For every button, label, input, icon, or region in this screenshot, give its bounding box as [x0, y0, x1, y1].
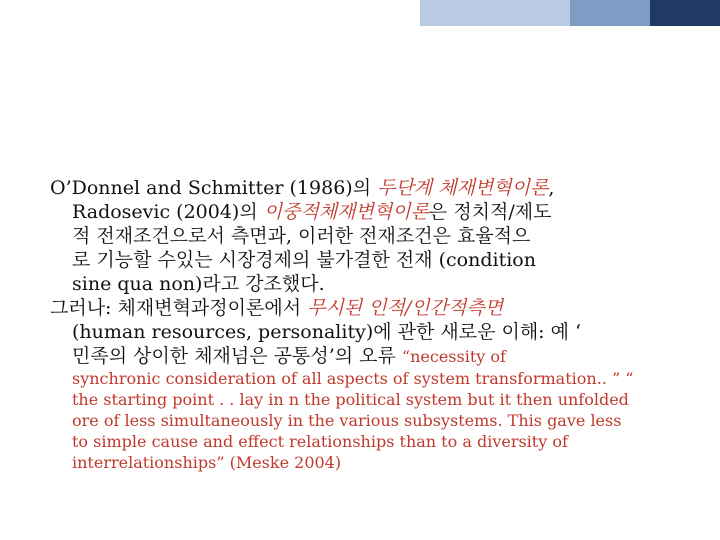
- emphasis-dual-theory: 이중적체재변혁이론: [263, 201, 429, 223]
- quote-start: “necessity of: [401, 347, 506, 366]
- text-run: Radosevic (2004)의: [72, 201, 264, 223]
- text-run: ,: [548, 177, 555, 199]
- paragraph-1-line-5: sine qua non)라고 강조했다.: [72, 273, 325, 295]
- top-bar-segment-4: [650, 0, 720, 26]
- paragraph-2-line-2: (human resources, personality)에 관한 새로운 이해: 예 ‘: [72, 321, 582, 343]
- slide-body: [50, 176, 718, 473]
- quote-line-2: the starting point . . lay in n the political system but it then unfolded: [72, 390, 629, 409]
- paragraph-1-line-2: [50, 200, 718, 224]
- paragraph-1-line-1: [50, 176, 718, 200]
- text-run: O’Donnel and Schmitter (1986)의: [50, 177, 378, 199]
- decorative-top-bar: [0, 0, 720, 26]
- text-run: 그러나: 체재변혁과정이론에서: [50, 297, 308, 319]
- paragraph-1-line-4: 로 기능할 수있는 시장경제의 불가결한 전재 (condition: [72, 249, 536, 271]
- text-run: 은 정치적/제도: [428, 201, 552, 223]
- quote-line-1: synchronic consideration of all aspects of system transformation.. ” “: [72, 369, 634, 388]
- paragraph-2-line-1: [50, 296, 718, 320]
- quote-line-3: ore of less simultaneously in the various subsystems. This gave less: [72, 411, 622, 430]
- paragraph-2-line-3: [50, 344, 718, 368]
- meske-quote: [50, 368, 718, 473]
- quote-line-5: interrelationships” (Meske 2004): [72, 453, 342, 472]
- top-bar-segment-1: [0, 0, 420, 26]
- emphasis-human-aspect: 무시된 인적/인간적측면: [307, 297, 504, 319]
- top-bar-segment-3: [570, 0, 650, 26]
- emphasis-two-stage-theory: 두단계 체재변혁이론: [377, 177, 549, 199]
- paragraph-1-line-3: 적 전재조건으로서 측면과, 이러한 전재조건은 효율적으: [72, 225, 531, 247]
- quote-line-4: to simple cause and effect relationships than to a diversity of: [72, 432, 568, 451]
- top-bar-segment-2: [420, 0, 570, 26]
- text-run: 민족의 상이한 체재넘은 공통성’의 오류: [72, 345, 402, 367]
